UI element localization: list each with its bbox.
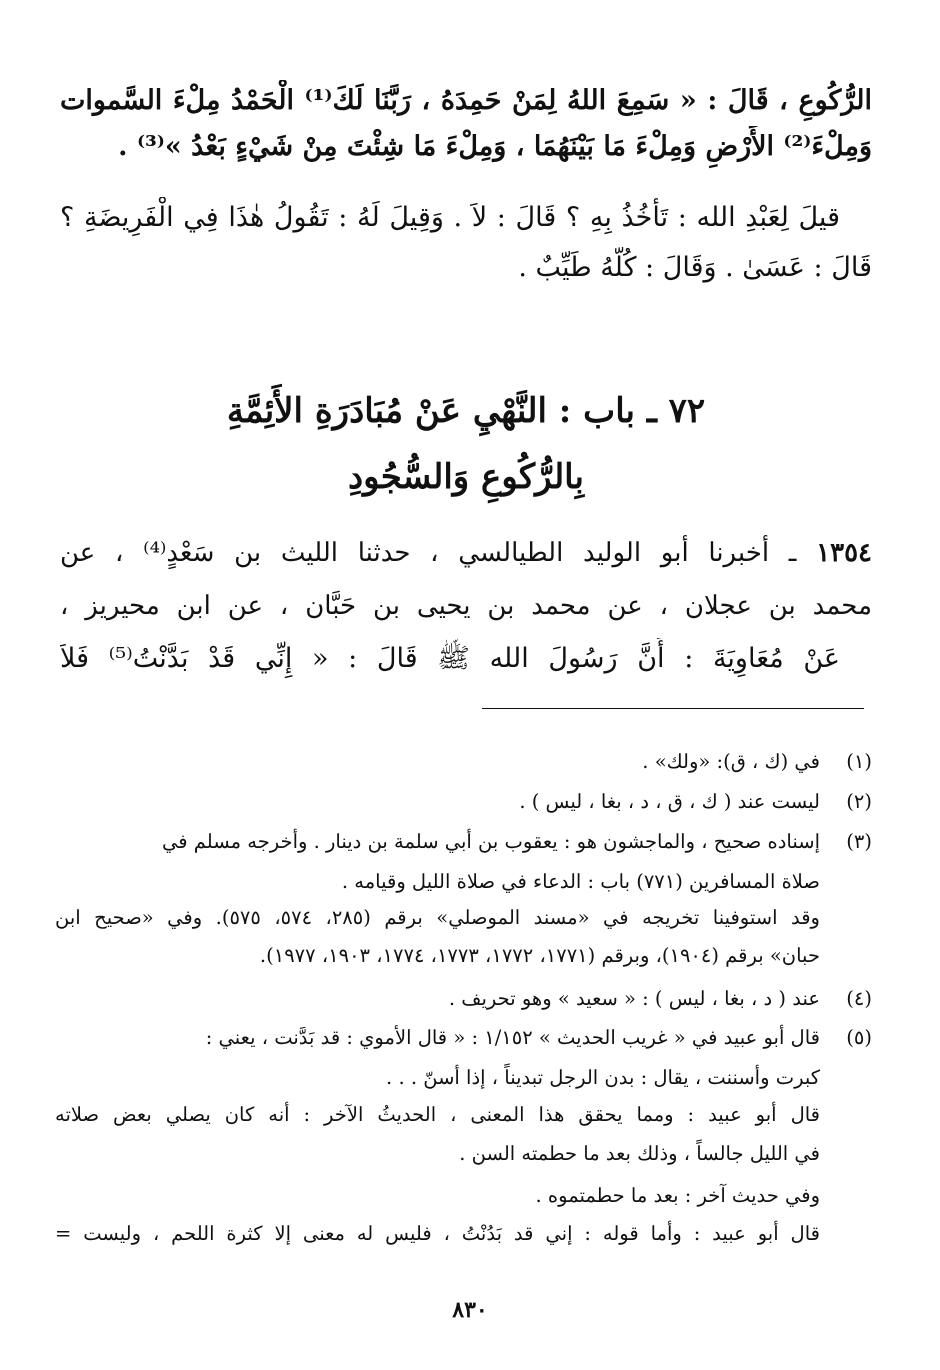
- hadith-number: ١٣٥٤: [816, 538, 872, 568]
- footnote-5-line-3: قال أبو عبيد : ومما يحقق هذا المعنى ، الحديثُ الآخر : أنه كان يصلي بعض صلاته: [55, 1103, 820, 1126]
- chapter-title-line-2: بِالرُّكُوعِ وَالسُّجُودِ: [347, 457, 585, 497]
- chapter-title-line-1: ٧٢ ـ باب : النَّهْيِ عَنْ مُبَادَرَةِ الأَئِمَّةِ: [226, 391, 706, 431]
- footnote-3-line-4: حبان» برقم (١٩٠٤)، وبرقم (١٧٧١، ١٧٧٢، ١٧٧٣، ١٧٧٤، ١٩٠٣، ١٩٧٧).: [259, 944, 820, 967]
- footnote-5-line-2: كبرت وأسننت ، يقال : بدن الرجل تبديناً ، إذا أسنّ . . .: [386, 1066, 820, 1089]
- footnote-4-text: عند ( د ، بغا ، ليس ) : « سعيد » وهو تحريف .: [448, 987, 820, 1010]
- footnote-3: [55, 827, 872, 859]
- footnote-5-line-4: في الليل جالساً ، وذلك بعد ما حطمته السن .: [459, 1142, 820, 1165]
- footnote-5-line-6: قال أبو عبيد : وأما قوله : إني قد بَدُنْتُ ، فليس له معنى إلا كثرة اللحم ، وليست =: [55, 1222, 820, 1245]
- footnote-4: [55, 984, 872, 1016]
- footnote-1-number: (١): [846, 750, 872, 773]
- footnote-5-text-1: قال أبو عبيد في « غريب الحديث » ١/١٥٢ : « قال الأموي : قد بَدَّنت ، يعني :: [205, 1026, 820, 1049]
- page-number: ٨٣٠: [452, 1297, 488, 1323]
- footnote-5-number: (٥): [846, 1026, 872, 1049]
- footnote-5: [55, 1023, 872, 1055]
- footnote-1-text: في (ك ، ق): «ولك» .: [642, 750, 820, 773]
- footnote-3-line-2: صلاة المسافرين (٧٧١) باب : الدعاء في صلاة الليل وقيامه .: [341, 870, 820, 893]
- footnote-4-number: (٤): [846, 987, 872, 1010]
- main-text-line-2: وَمِلْءَ⁽²⁾ الأَرْضِ وَمِلْءَ مَا بَيْنَهُمَا ، وَمِلْءَ مَا شِئْتَ مِنْ شَيْءٍ بَعْدُ »⁽³⁾ .: [118, 131, 872, 162]
- footnote-3-text-1: إسناده صحيح ، والماجشون هو : يعقوب بن أبي سلمة بن دينار . وأخرجه مسلم في: [162, 830, 820, 853]
- main-text-line-3: قيلَ لِعَبْدِ الله : تَأْخُذُ بِهِ ؟ قَالَ : لاَ . وَقِيلَ لَهُ : تَقُولُ هٰذَا فِي الْفَرِيضَةِ ؟: [60, 202, 840, 233]
- footnote-2: [55, 787, 872, 819]
- hadith-isnad-start: ـ أخبرنا أبو الوليد الطيالسي ، حدثنا الليث بن سَعْدٍ⁽⁴⁾ ، عن: [60, 538, 817, 568]
- footnote-2-number: (٢): [846, 790, 872, 813]
- main-text-line-1: الرُّكُوعِ ، قَالَ : « سَمِعَ اللهُ لِمَنْ حَمِدَهُ ، رَبَّنَا لَكَ⁽¹⁾ الْحَمْدُ مِلْءَ السَّموات: [60, 85, 872, 116]
- footnote-1: [55, 747, 872, 779]
- footnote-3-line-3: وقد استوفينا تخريجه في «مسند الموصلي» برقم (٢٨٥، ٥٧٤، ٥٧٥). وفي «صحيح ابن: [55, 906, 820, 929]
- footnote-5-line-5: وفي حديث آخر : بعد ما حطمتموه .: [535, 1184, 820, 1207]
- main-text-line-4: قَالَ : عَسَىٰ . وَقَالَ : كُلُّهُ طَيِّبٌ .: [518, 252, 872, 283]
- footnote-3-number: (٣): [846, 830, 872, 853]
- hadith-line-1: [60, 532, 872, 576]
- footnote-separator: [482, 708, 864, 709]
- hadith-line-3: عَنْ مُعَاوِيَةَ : أَنَّ رَسُولَ الله ﷺ قَالَ : « إِنِّي قَدْ بَدَّنْتُ⁽⁵⁾ فَلاَ: [60, 643, 840, 674]
- footnote-2-text: ليست عند ( ك ، ق ، د ، بغا ، ليس ) .: [519, 790, 820, 813]
- hadith-line-2: محمد بن عجلان ، عن محمد بن يحيى بن حَبَّان ، عن ابن محيريز ،: [60, 591, 872, 621]
